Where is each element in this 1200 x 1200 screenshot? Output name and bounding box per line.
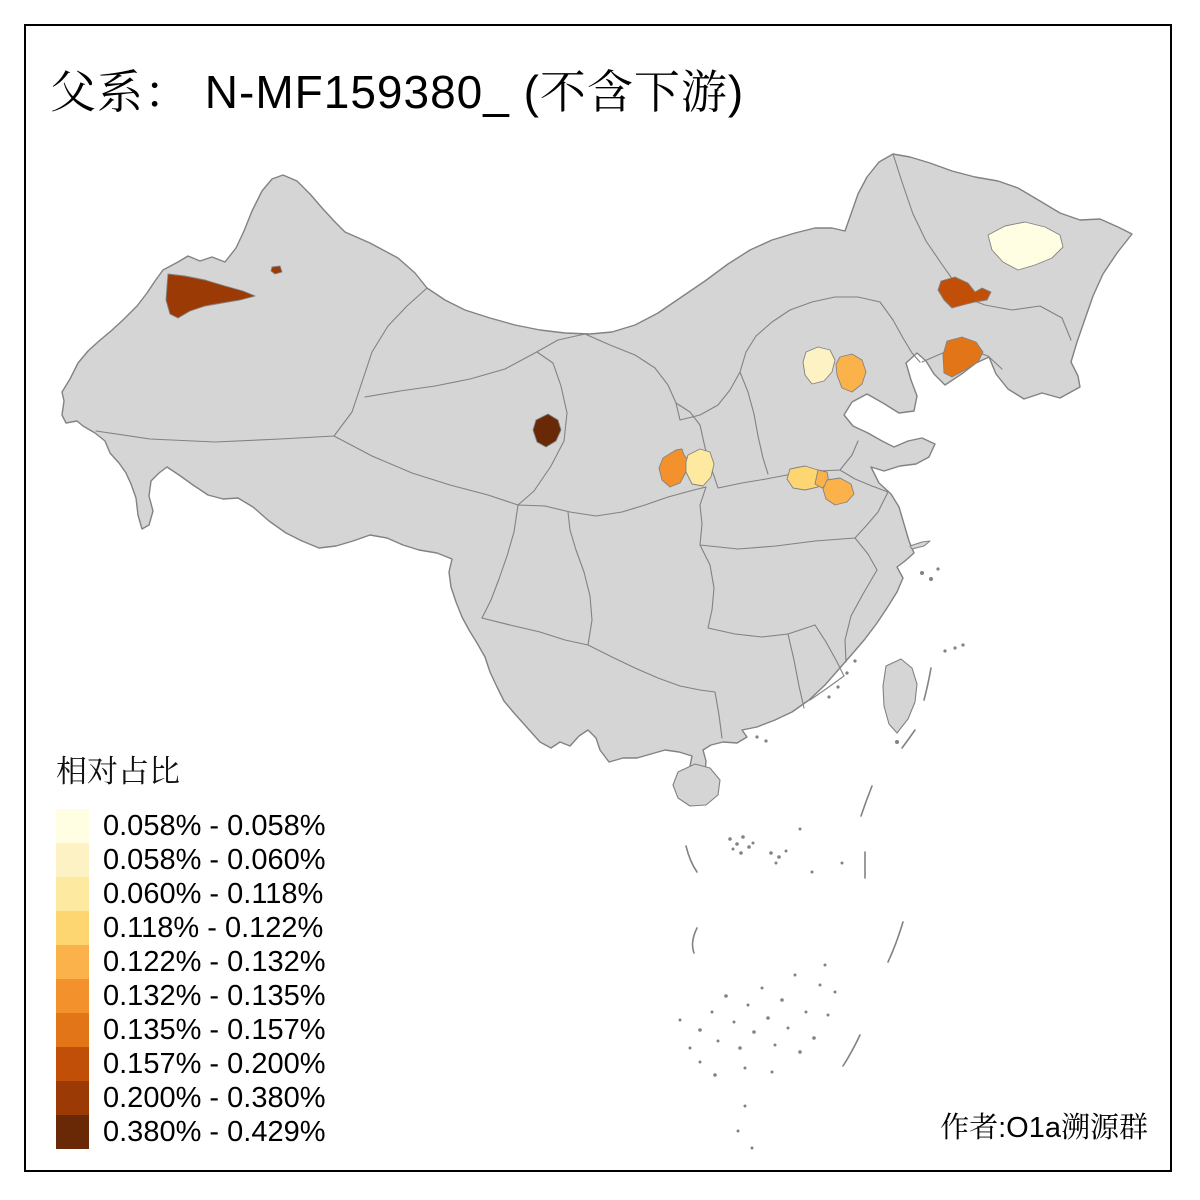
legend-label: 0.118% - 0.122% <box>103 911 324 944</box>
legend-item <box>56 1081 325 1115</box>
legend-swatch <box>56 1013 89 1047</box>
legend-swatch <box>56 1115 89 1149</box>
legend-label: 0.060% - 0.118% <box>103 877 324 910</box>
legend-item <box>56 1047 325 1081</box>
legend-item <box>56 911 325 945</box>
legend-label: 0.200% - 0.380% <box>103 1081 326 1114</box>
china-mainland <box>62 154 1132 791</box>
legend-swatch <box>56 911 89 945</box>
legend-label: 0.058% - 0.060% <box>103 843 326 876</box>
legend <box>56 746 325 1149</box>
legend-item <box>56 945 325 979</box>
taiwan-island <box>883 659 917 733</box>
region-liaoning-dalian-area <box>943 337 983 377</box>
legend-title: 相对占比 <box>56 754 180 789</box>
legend-item <box>56 809 325 843</box>
legend-label: 0.380% - 0.429% <box>103 1115 326 1148</box>
author-attribution: 作者:O1a溯源群 <box>940 1112 1148 1144</box>
legend-swatch <box>56 843 89 877</box>
legend-item <box>56 877 325 911</box>
legend-swatch <box>56 979 89 1013</box>
legend-swatch <box>56 1047 89 1081</box>
legend-label: 0.122% - 0.132% <box>103 945 326 978</box>
legend-items <box>56 809 325 1149</box>
legend-label: 0.132% - 0.135% <box>103 979 326 1012</box>
legend-swatch <box>56 877 89 911</box>
legend-swatch <box>56 809 89 843</box>
legend-item <box>56 843 325 877</box>
chongming-island <box>910 541 930 549</box>
legend-item <box>56 1115 325 1149</box>
legend-swatch <box>56 945 89 979</box>
legend-label: 0.135% - 0.157% <box>103 1013 326 1046</box>
legend-item <box>56 1013 325 1047</box>
legend-swatch <box>56 1081 89 1115</box>
legend-label: 0.058% - 0.058% <box>103 809 326 842</box>
map-title: 父系： N-MF159380_ (不含下游) <box>50 66 745 118</box>
hainan-island <box>673 764 720 806</box>
legend-label: 0.157% - 0.200% <box>103 1047 326 1080</box>
legend-item <box>56 979 325 1013</box>
